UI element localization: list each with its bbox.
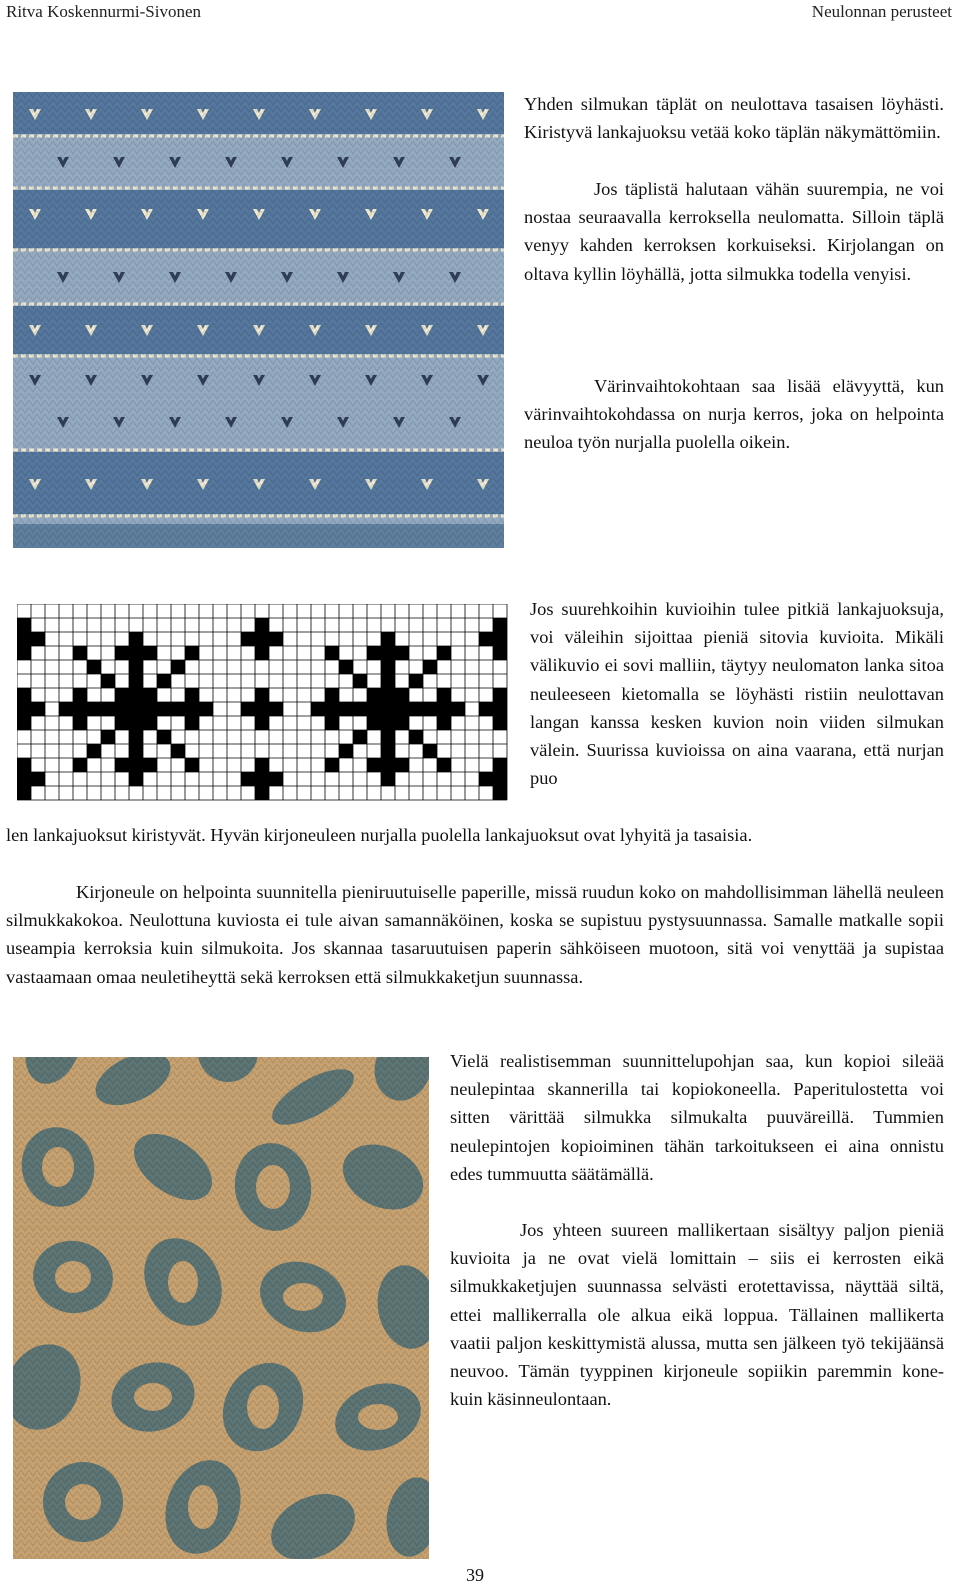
chart-filled-cell <box>437 702 451 716</box>
chart-filled-cell <box>255 632 269 646</box>
chart-filled-cell <box>367 716 381 730</box>
chart-filled-cell <box>17 618 31 632</box>
chart-filled-cell <box>493 702 507 716</box>
chart-filled-cell <box>381 730 395 744</box>
chart-filled-cell <box>409 674 423 688</box>
chart-filled-cell <box>437 758 451 772</box>
chart-filled-cell <box>199 702 213 716</box>
chart-filled-cell <box>353 730 367 744</box>
chart-filled-cell <box>255 716 269 730</box>
chart-filled-cell <box>493 646 507 660</box>
chart-filled-cell <box>381 702 395 716</box>
chart-filled-cell <box>129 758 143 772</box>
chart-filled-cell <box>423 660 437 674</box>
chart-filled-cell <box>17 646 31 660</box>
chart-filled-cell <box>115 702 129 716</box>
paragraph: Jos yhteen suureen mallikertaan sisältyy paljon pieniä kuvioita ja ne ovat vielä lomittain – siis ei kerrosten eikä silmukkaketjujen suunnassa selvästi erotettavissa, näyttää siltä, ettei mallikerralla ole alkua eikä loppua. Tällainen mallikerta vaatii paljon keskittymistä alussa, mutta sen jälkeen työ tekijäänsä neuvoo. Tämän tyyppinen kirjoneule sopiikin paremmin kone- kuin käsinneulontaan. <box>450 1220 944 1410</box>
chart-filled-cell <box>241 772 255 786</box>
chart-filled-cell <box>129 744 143 758</box>
knit-leopard-photo <box>13 1057 429 1559</box>
chart-filled-cell <box>143 716 157 730</box>
chart-filled-cell <box>255 618 269 632</box>
chart-filled-cell <box>101 674 115 688</box>
paragraph: Värinvaihtokohtaan saa lisää elävyyttä, kun värinvaihtokohdassa on nurja kerros, joka on helpointa neuloa työn nurjalla puolella oikein. <box>524 376 944 453</box>
chart-filled-cell <box>73 758 87 772</box>
chart-filled-cell <box>115 758 129 772</box>
chart-filled-cell <box>17 758 31 772</box>
chart-filled-cell <box>339 702 353 716</box>
chart-filled-cell <box>409 730 423 744</box>
chart-filled-cell <box>129 674 143 688</box>
chart-filled-cell <box>143 758 157 772</box>
chart-filled-cell <box>493 786 507 800</box>
chart-filled-cell <box>129 702 143 716</box>
chart-filled-cell <box>129 646 143 660</box>
chart-filled-cell <box>423 702 437 716</box>
chart-filled-cell <box>143 702 157 716</box>
page-number: 39 <box>466 1565 484 1585</box>
chart-filled-cell <box>17 632 31 646</box>
chart-filled-cell <box>17 688 31 702</box>
chart-filled-cell <box>395 688 409 702</box>
chart-filled-cell <box>241 632 255 646</box>
chart-filled-cell <box>381 674 395 688</box>
chart-filled-cell <box>255 688 269 702</box>
chart-filled-cell <box>115 646 129 660</box>
chart-filled-cell <box>101 730 115 744</box>
chart-filled-cell <box>87 660 101 674</box>
chart-filled-cell <box>493 772 507 786</box>
chart-filled-cell <box>493 688 507 702</box>
chart-filled-cell <box>157 702 171 716</box>
chart-filled-cell <box>353 702 367 716</box>
chart-filled-cell <box>143 688 157 702</box>
chart-filled-cell <box>339 744 353 758</box>
chart-filled-cell <box>325 716 339 730</box>
chart-filled-cell <box>367 758 381 772</box>
chart-filled-cell <box>367 702 381 716</box>
chart-filled-cell <box>437 688 451 702</box>
chart-filled-cell <box>269 702 283 716</box>
chart-filled-cell <box>255 786 269 800</box>
chart-filled-cell <box>157 674 171 688</box>
chart-filled-cell <box>129 660 143 674</box>
paragraph: Jos täplistä halutaan vähän suurempia, ne voi nostaa seuraavalla kerroksella neulomatta. Silloin täplä venyy kahden kerroksen korkuiseksi. Kirjolangan on oltava kyllin löyhällä, jotta silmukka todella venyisi. <box>524 179 944 284</box>
chart-filled-cell <box>185 688 199 702</box>
chart-filled-cell <box>73 716 87 730</box>
chart-filled-cell <box>339 660 353 674</box>
chart-filled-cell <box>73 688 87 702</box>
chart-filled-cell <box>115 716 129 730</box>
chart-filled-cell <box>17 772 31 786</box>
chart-filled-cell <box>17 716 31 730</box>
chart-filled-cell <box>311 702 325 716</box>
knit-stripes-photo <box>13 92 504 548</box>
chart-filled-cell <box>367 688 381 702</box>
chart-filled-cell <box>437 646 451 660</box>
chart-filled-cell <box>31 772 45 786</box>
knitting-pattern-chart <box>17 604 509 804</box>
chart-filled-cell <box>269 772 283 786</box>
chart-filled-cell <box>479 702 493 716</box>
chart-filled-cell <box>325 646 339 660</box>
paragraph: Yhden silmukan täplät on neulottava tasaisen löyhästi. Kiristyvä lankajuoksu vetää koko täplän näkymättömiin. <box>524 94 944 143</box>
chart-filled-cell <box>395 646 409 660</box>
chart-filled-cell <box>17 786 31 800</box>
chart-filled-cell <box>31 632 45 646</box>
chart-filled-cell <box>381 716 395 730</box>
chart-filled-cell <box>423 744 437 758</box>
chart-filled-cell <box>493 758 507 772</box>
paragraph: len lankajuoksut kiristyvät. Hyvän kirjoneuleen nurjalla puolella lankajuoksut ovat lyhyitä ja tasaisia. <box>6 825 753 845</box>
chart-filled-cell <box>325 688 339 702</box>
chart-filled-cell <box>367 646 381 660</box>
chart-filled-cell <box>87 702 101 716</box>
chart-filled-cell <box>115 688 129 702</box>
chart-filled-cell <box>381 660 395 674</box>
chart-filled-cell <box>171 660 185 674</box>
chart-filled-cell <box>87 744 101 758</box>
chart-filled-cell <box>185 702 199 716</box>
chart-filled-cell <box>493 618 507 632</box>
chart-filled-cell <box>381 688 395 702</box>
chart-filled-cell <box>73 646 87 660</box>
chart-filled-cell <box>129 772 143 786</box>
chart-filled-cell <box>185 716 199 730</box>
chart-filled-cell <box>185 646 199 660</box>
chart-filled-cell <box>255 646 269 660</box>
chart-filled-cell <box>143 646 157 660</box>
chart-filled-cell <box>269 632 283 646</box>
chart-filled-cell <box>493 632 507 646</box>
chart-filled-cell <box>395 702 409 716</box>
chart-filled-cell <box>157 730 171 744</box>
chart-filled-cell <box>479 632 493 646</box>
chart-filled-cell <box>185 758 199 772</box>
chart-filled-cell <box>437 716 451 730</box>
chart-filled-cell <box>325 758 339 772</box>
chart-filled-cell <box>395 716 409 730</box>
chart-filled-cell <box>255 702 269 716</box>
paragraph: Jos suurehkoihin kuvioihin tulee pitkiä lankajuoksuja, voi väleihin sijoittaa pieniä sitovia kuvioita. Mikäli välikuvio ei sovi malliin, täytyy neulomaton lanka sitoa neuleeseen kietomalla se löyhästi ristiin neulottavan langan kanssa kesken kuvion noin viiden silmukan välein. Suurissa kuvioissa on aina vaarana, että nurjan puo <box>530 599 944 789</box>
chart-filled-cell <box>381 758 395 772</box>
chart-filled-cell <box>101 702 115 716</box>
chart-filled-cell <box>73 702 87 716</box>
chart-filled-cell <box>17 702 31 716</box>
chart-filled-cell <box>451 702 465 716</box>
chart-filled-cell <box>381 744 395 758</box>
chart-filled-cell <box>31 702 45 716</box>
chart-filled-cell <box>325 702 339 716</box>
chart-filled-cell <box>255 758 269 772</box>
chart-filled-cell <box>381 772 395 786</box>
paragraph: Vielä realistisemman suunnittelupohjan saa, kun kopioi sileää neulepintaa skannerilla tai kopiokoneella. Paperitulostetta voi sitten värittää silmukka silmukalta puuväreillä. Tummien neulepintojen kopioiminen tähän tarkoitukseen ei aina onnistu edes tummuutta säätämällä. <box>450 1051 944 1184</box>
chart-filled-cell <box>129 688 143 702</box>
chart-filled-cell <box>479 772 493 786</box>
chart-filled-cell <box>129 632 143 646</box>
chart-filled-cell <box>171 744 185 758</box>
chart-filled-cell <box>409 702 423 716</box>
chart-filled-cell <box>353 674 367 688</box>
running-header-title: Neulonnan perusteet <box>811 2 952 21</box>
chart-filled-cell <box>129 716 143 730</box>
chart-filled-cell <box>129 730 143 744</box>
chart-filled-cell <box>493 716 507 730</box>
chart-filled-cell <box>171 702 185 716</box>
chart-filled-cell <box>395 758 409 772</box>
chart-filled-cell <box>381 646 395 660</box>
paragraph: Kirjoneule on helpointa suunnitella pieniruutuiselle paperille, missä ruudun koko on mahdollisimman lähellä neuleen silmukkakokoa. Neulottuna kuviosta ei tule aivan samannäköinen, koska se supistuu pystysuunnassa. Samalle matkalle sopii useampia kerroksia kuin silmukoita. Jos skannaa tasaruutuisen paperin sähköiseen muotoon, sitä voi venyttää ja supistaa vastaamaan omaa neuletiheyttä sekä kerroksen että silmukkaketjun suunnassa. <box>6 882 944 987</box>
chart-filled-cell <box>255 772 269 786</box>
running-header-author: Ritva Koskennurmi-Sivonen <box>6 2 202 21</box>
chart-filled-cell <box>241 702 255 716</box>
chart-filled-cell <box>381 632 395 646</box>
chart-filled-cell <box>59 702 73 716</box>
